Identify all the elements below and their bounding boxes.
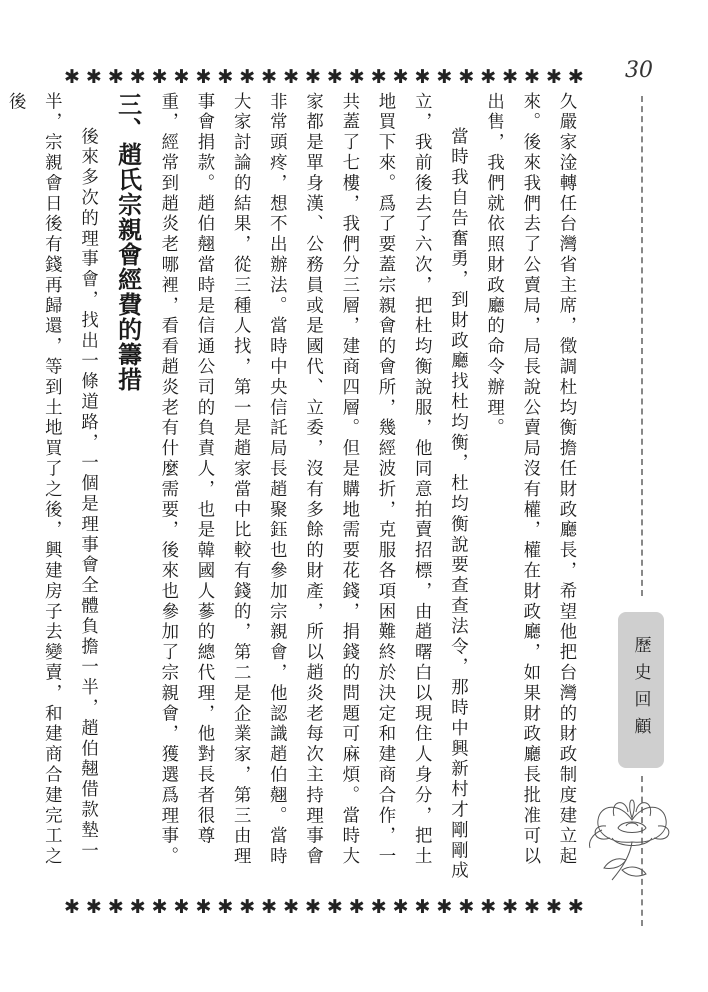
ornament-star-icon: ✱ xyxy=(436,66,453,88)
ornament-star-icon: ✱ xyxy=(304,66,321,88)
ornament-star-icon: ✱ xyxy=(524,896,540,918)
ornament-star-icon: ✱ xyxy=(304,896,321,918)
section-tab-label: 歷史回顧 xyxy=(630,636,651,744)
ornament-star-icon: ✱ xyxy=(436,896,453,918)
ornament-star-icon: ✱ xyxy=(348,896,365,918)
ornament-star-icon: ✱ xyxy=(326,896,343,918)
ornament-star-icon: ✱ xyxy=(370,896,387,918)
ornament-star-icon: ✱ xyxy=(85,896,102,918)
ornament-star-icon: ✱ xyxy=(502,66,519,88)
ornament-star-icon: ✱ xyxy=(107,896,124,918)
ornament-star-icon: ✱ xyxy=(173,896,190,918)
ornament-star-icon: ✱ xyxy=(261,66,278,88)
side-dashed-rule xyxy=(641,96,643,596)
ornament-star-icon: ✱ xyxy=(217,66,234,88)
page-number: 30 xyxy=(625,58,653,83)
ornament-star-icon: ✱ xyxy=(283,66,299,88)
ornament-star-icon: ✱ xyxy=(217,896,234,918)
ornament-star-icon: ✱ xyxy=(173,66,190,88)
ornament-star-icon: ✱ xyxy=(283,896,299,918)
ornament-star-icon: ✱ xyxy=(239,896,256,918)
ornament-star-icon: ✱ xyxy=(151,896,168,918)
ornament-star-icon: ✱ xyxy=(545,66,562,88)
ornament-star-icon: ✱ xyxy=(524,66,540,88)
ornament-star-icon: ✱ xyxy=(64,66,80,88)
vertical-text-body xyxy=(5,92,584,882)
ornament-star-icon: ✱ xyxy=(261,896,278,918)
section-heading: 三、趙氏宗親會經費的籌措 xyxy=(113,92,142,392)
ornament-star-icon: ✱ xyxy=(195,66,212,88)
ornament-star-icon: ✱ xyxy=(567,896,584,918)
ornament-star-icon: ✱ xyxy=(480,896,497,918)
bottom-ornament-border xyxy=(64,896,584,918)
paragraph-3: 後來多次的理事會，找出一條道路，一個是理事會全體負擔一半，趙伯翹借款墊一半，宗親會日後有錢再歸還，等到土地買了之後，興建房子去變賣，和建商合建完工之後 xyxy=(5,92,98,868)
ornament-star-icon: ✱ xyxy=(458,66,475,88)
ornament-star-icon: ✱ xyxy=(85,66,102,88)
ornament-star-icon: ✱ xyxy=(107,66,124,88)
ornament-star-icon: ✱ xyxy=(414,896,431,918)
ornament-star-icon: ✱ xyxy=(480,66,497,88)
paragraph-2: 當時我自告奮勇，到財政廳找杜均衡，杜均衡說要查查法令，那時中興新村才剛剛成立，我前後去了六次，把杜均衡說服，他同意拍賣招標，由趙曙白以現住人身分，把土地買下來。爲了要蓋宗親會的會所，幾經波折，克服各項困難終於決定和建商合作，一共蓋了七樓，我們分三層，建商四層。但是購地需要花錢，捐錢的問題可麻煩。當時大家都是單身漢、公務員或是國代、立委，沒有多餘的財產，所以趙炎老每次主持理事會非常頭疼，想不出辦法。當時中央信託局長趙聚鈺也參加宗親會，他認識趙伯翹。當時大家討論的結果，從三種人找，第一是趙家當中比較有錢的，第二是企業家，第三由理事會捐款。趙伯翹當時是信通公司的負責人，也是韓國人蔘的總代理，他對長者很尊重，經常到趙炎老哪裡，看看趙炎老有什麼需要，後來也參加了宗親會，獲選爲理事。 xyxy=(157,92,468,882)
ornament-star-icon: ✱ xyxy=(414,66,431,88)
ornament-star-icon: ✱ xyxy=(370,66,387,88)
paragraph-1: 久嚴家淦轉任台灣省主席，徵調杜均衡擔任財政廳長，希望他把台灣的財政制度建立起來。後來我們去了公賣局，局長說公賣局沒有權，權在財政廳，如果財政廳長批准可以出售，我們就依照財政廳的命令辦理。 xyxy=(483,92,576,868)
ornament-star-icon: ✱ xyxy=(392,896,409,918)
ornament-star-icon: ✱ xyxy=(239,66,256,88)
ornament-star-icon: ✱ xyxy=(64,896,80,918)
ornament-star-icon: ✱ xyxy=(129,896,146,918)
top-ornament-border xyxy=(64,66,584,88)
ornament-star-icon: ✱ xyxy=(502,896,519,918)
ornament-star-icon: ✱ xyxy=(348,66,365,88)
section-tab xyxy=(618,612,664,768)
ornament-star-icon: ✱ xyxy=(195,896,212,918)
ornament-star-icon: ✱ xyxy=(151,66,168,88)
ornament-star-icon: ✱ xyxy=(392,66,409,88)
ornament-star-icon: ✱ xyxy=(129,66,146,88)
peony-flower-icon xyxy=(582,772,682,890)
ornament-star-icon: ✱ xyxy=(458,896,475,918)
ornament-star-icon: ✱ xyxy=(545,896,562,918)
ornament-star-icon: ✱ xyxy=(567,66,584,88)
ornament-star-icon: ✱ xyxy=(326,66,343,88)
